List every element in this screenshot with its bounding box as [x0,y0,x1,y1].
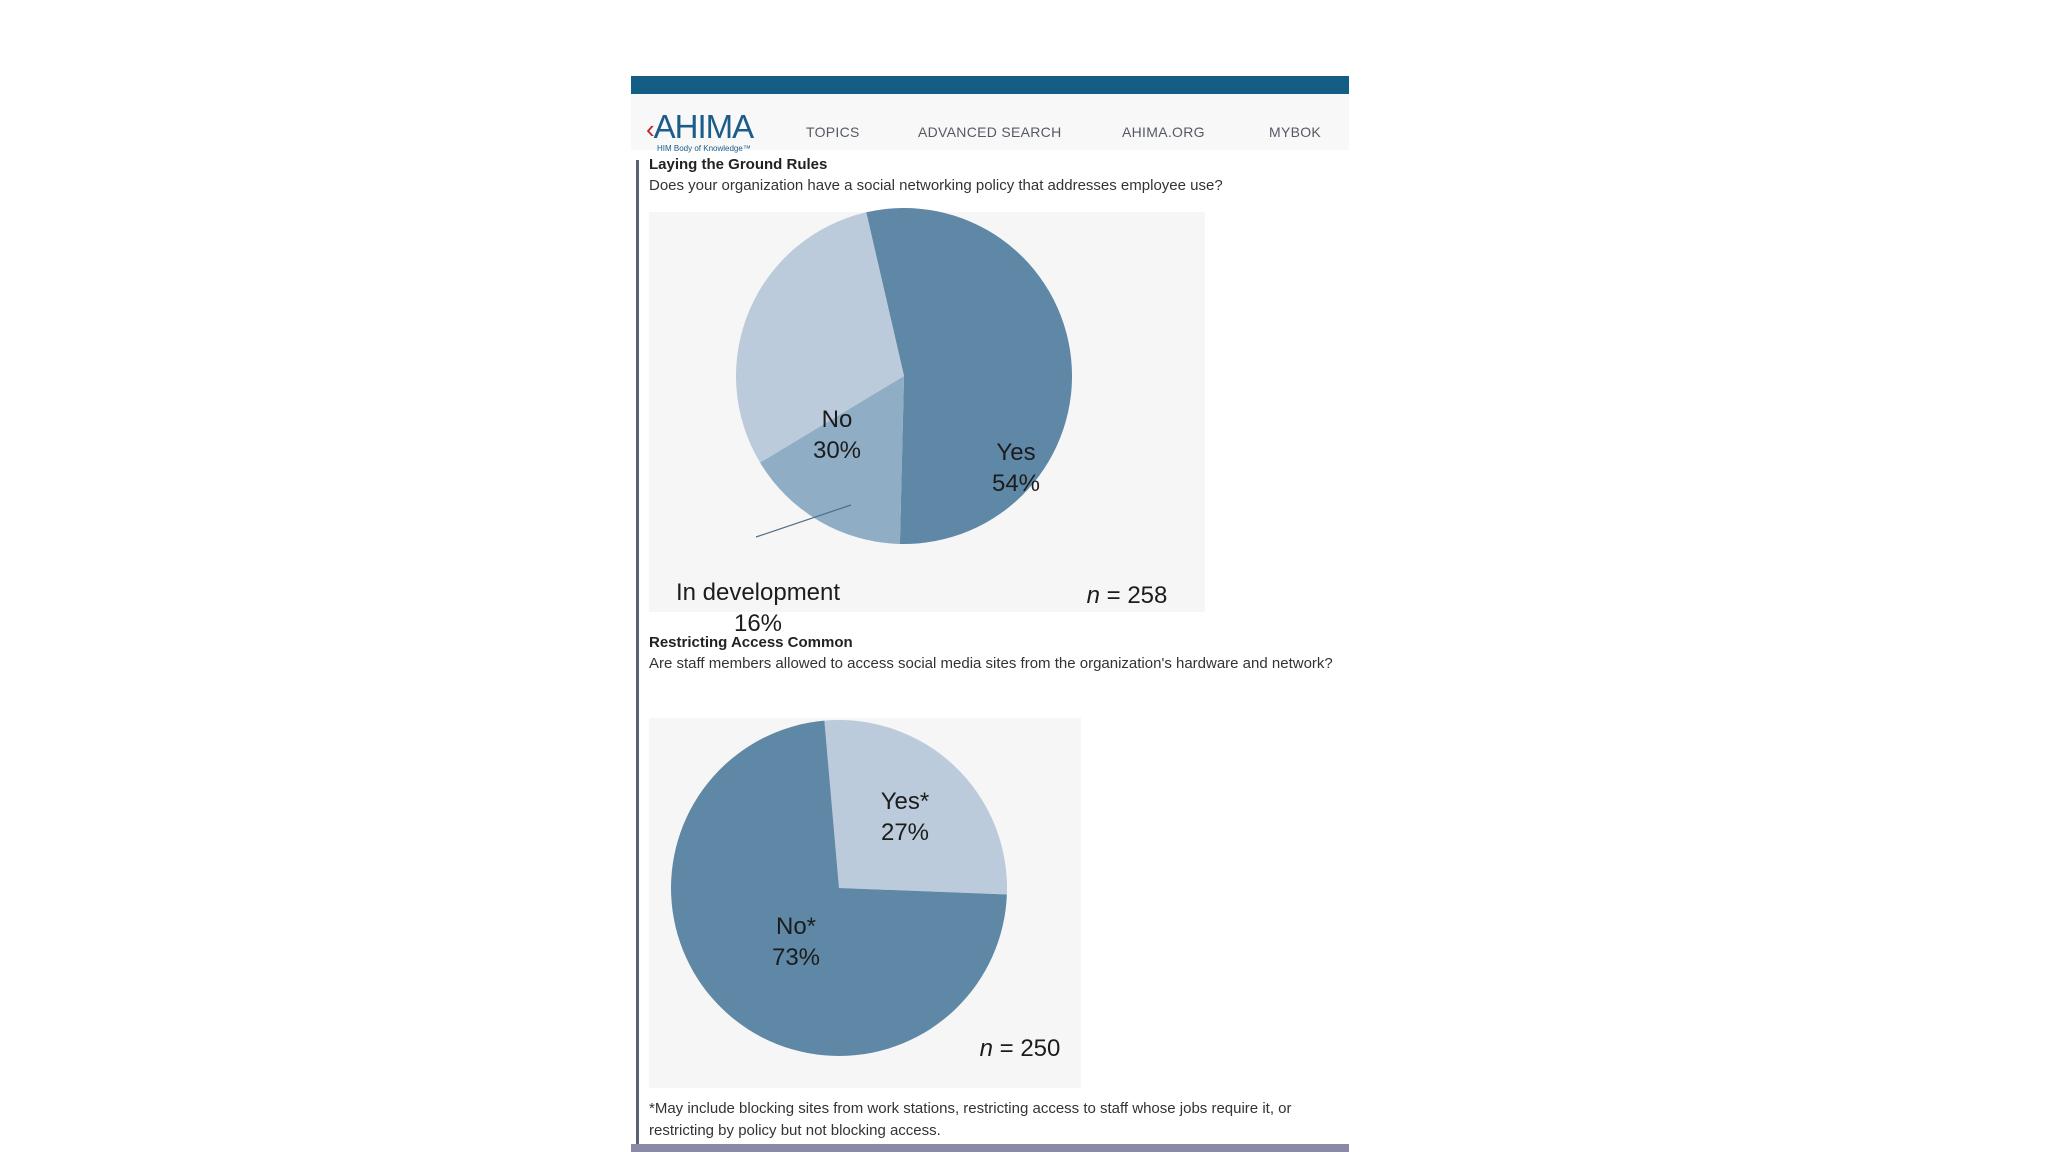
bottom-bar [631,1144,1349,1152]
chart-2 [649,718,1081,1088]
logo-text: AHIMA [653,108,754,145]
chart-1 [649,212,1205,637]
label-yes: Yes [996,439,1036,466]
label-yes-star-pct: 27% [880,819,930,846]
article-panel [631,76,1349,1152]
nav-mybok[interactable]: MYBOK [1269,124,1322,140]
section-1-question: Does your organization have a social networking policy that addresses employee use? [649,177,1223,194]
ahima-logo[interactable] [646,110,753,143]
label-in-development: In development [675,579,841,606]
left-rule [636,160,639,1152]
label-no-star-pct: 73% [771,944,821,971]
top-bar [631,76,1349,94]
nav-topics[interactable]: TOPICS [806,124,860,140]
nav-advanced-search[interactable]: ADVANCED SEARCH [918,124,1062,140]
section-2-question: Are staff members allowed to access social media sites from the organization's hardware and network? [649,655,1333,672]
label-yes-pct: 54% [991,470,1041,497]
label-no: No [821,406,853,433]
label-in-development-pct: 16% [733,610,783,637]
n-label: n = 258 [1086,582,1168,609]
footnote: *May include blocking sites from work stations, restricting access to staff whose jobs require it, or restricting by policy but not blocking access. [649,1100,1292,1139]
logo-swoosh-icon: ‹ [646,114,654,144]
label-no-pct: 30% [812,437,862,464]
section-2-title: Restricting Access Common [649,634,853,651]
label-yes-star: Yes* [880,788,930,815]
logo-tagline: HIM Body of Knowledge™ [657,144,751,153]
nav-header [631,94,1349,153]
nav-ahima-org[interactable]: AHIMA.ORG [1122,124,1205,140]
pie-chart-2-svg [649,718,1081,1088]
section-1-title: Laying the Ground Rules [649,156,828,173]
label-no-star: No* [775,913,817,940]
n-label-2: n = 250 [979,1035,1061,1062]
pie-chart-1-svg [649,212,1205,637]
